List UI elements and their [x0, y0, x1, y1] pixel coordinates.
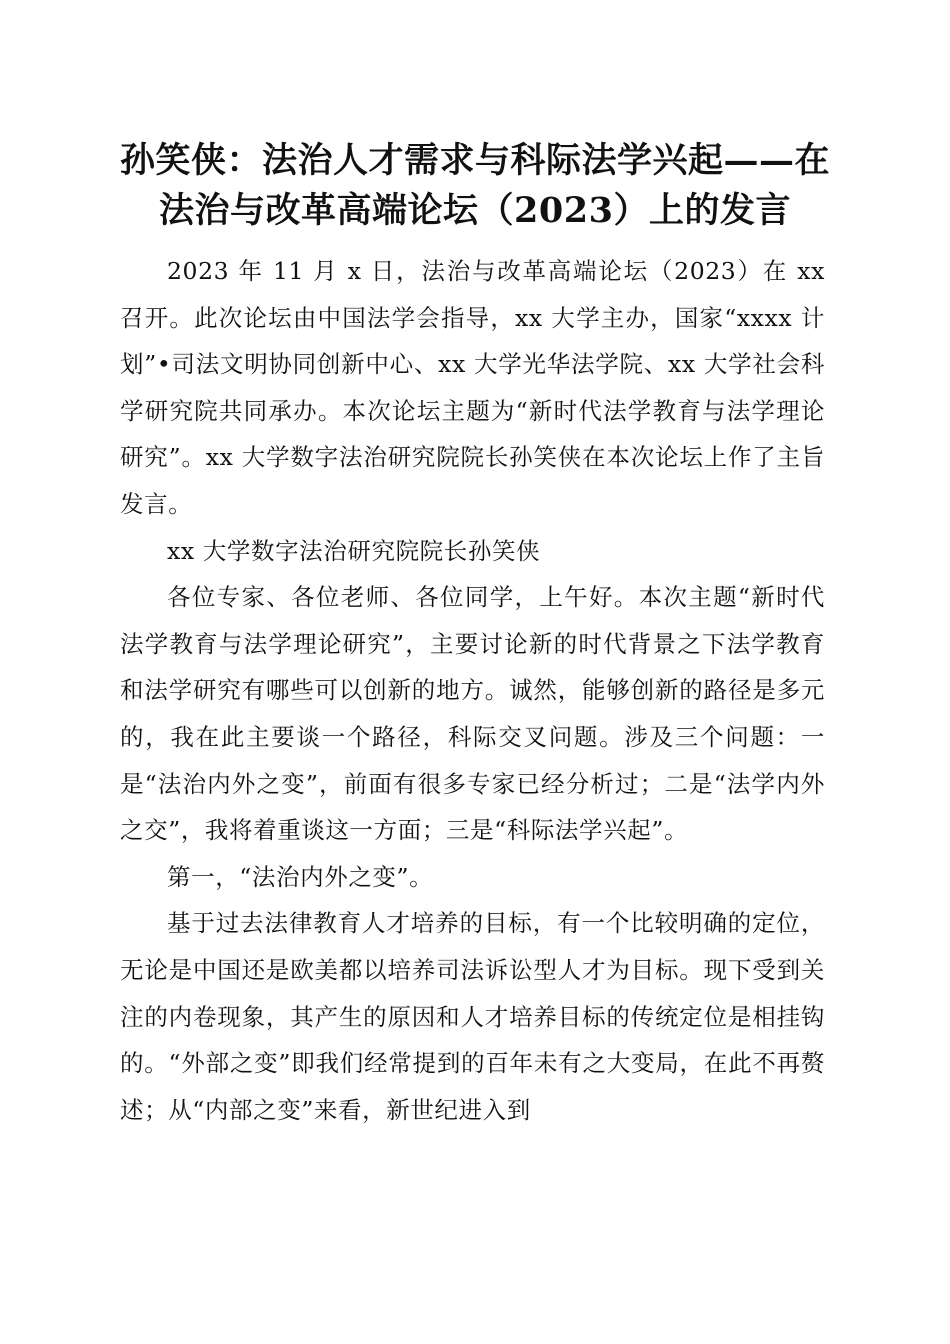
paragraph-section-body: 基于过去法律教育人才培养的目标，有一个比较明确的定位，无论是中国还是欧美都以培养司法诉讼型人才为目标。现下受到关注的内卷现象，其产生的原因和人才培养目标的传统定位是相挂钩的。“外部之变”即我们经常提到的百年未有之大变局，在此不再赘述；从“内部之变”来看，新世纪进入到	[120, 909, 825, 1124]
document-title-line-2: 法治与改革高端论坛（2023）上的发言	[159, 190, 791, 231]
document-title-line-1: 孙笑侠：法治人才需求与科际法学兴起——在	[119, 140, 830, 181]
paragraph-opening: 各位专家、各位老师、各位同学，上午好。本次主题“新时代法学教育与法学理论研究”，主要讨论新的时代背景之下法学教育和法学研究有哪些可以创新的地方。诚然，能够创新的路径是多元的，我在此主要谈一个路径，科际交叉问题。涉及三个问题：一是“法治内外之变”，前面有很多专家已经分析过；二是“法学内外之交”，我将着重谈这一方面；三是“科际法学兴起”。	[120, 583, 825, 845]
paragraph-intro: 2023 年 11 月 x 日，法治与改革高端论坛（2023）在 xx 召开。此次论坛由中国法学会指导，xx 大学主办，国家“xxxx 计划”•司法文明协同创新中心、xx 大学光华法学院、xx 大学社会科学研究院共同承办。本次论坛主题为“新时代法学教育与法学理论研究”。xx 大学数字法治研究院院长孙笑侠在本次论坛上作了主旨发言。	[120, 257, 825, 518]
paragraph-speaker: xx 大学数字法治研究院院长孙笑侠	[167, 536, 541, 565]
paragraph-section-heading: 第一，“法治内外之变”。	[167, 862, 434, 891]
document-body	[120, 248, 825, 1133]
